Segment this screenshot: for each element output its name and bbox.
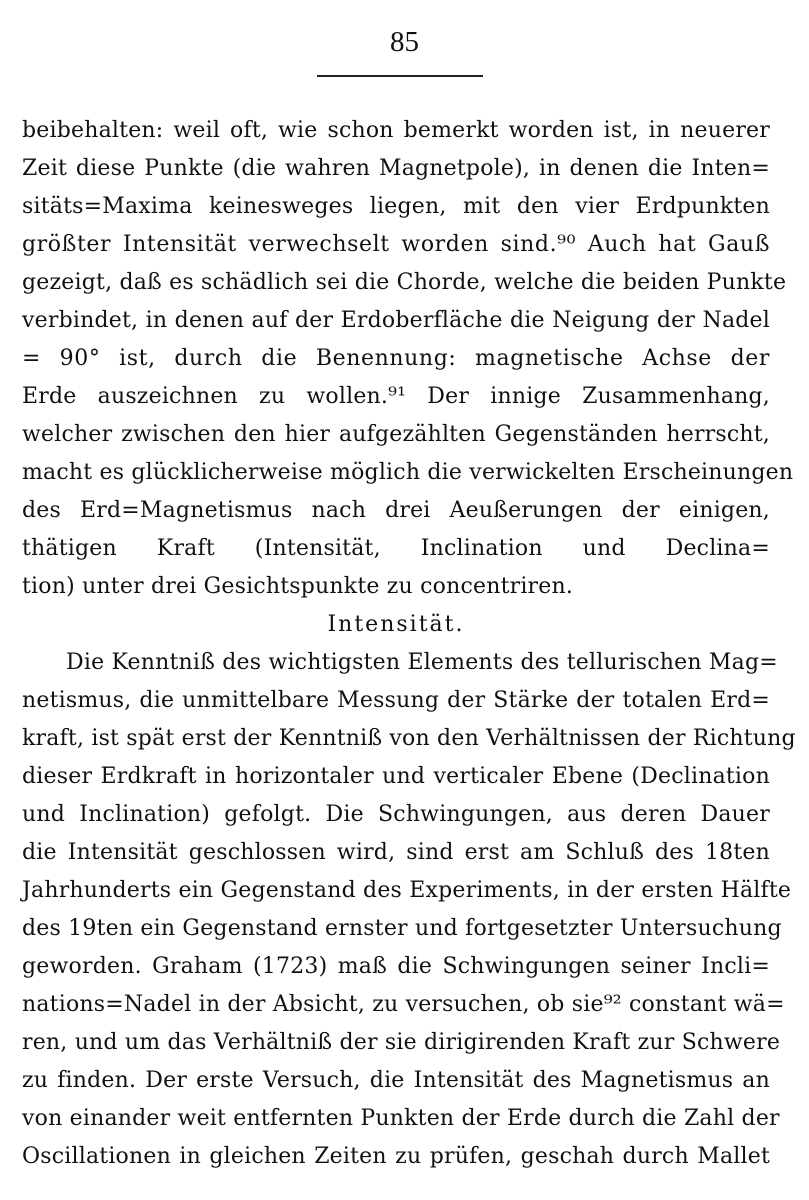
text-line: und Inclination) gefolgt. Die Schwingungen, aus deren Dauer xyxy=(22,802,770,827)
text-line: sitäts=Maxima keinesweges liegen, mit den vier Erdpunkten xyxy=(22,194,770,219)
text-line: beibehalten: weil oft, wie schon bemerkt worden ist, in neuerer xyxy=(22,118,770,143)
text-line: = 90° ist, durch die Benennung: magnetische Achse der xyxy=(22,346,770,371)
text-line: Erde auszeichnen zu wollen.⁹¹ Der innige Zusammenhang, xyxy=(22,384,770,409)
text-line: netismus, die unmittelbare Messung der Stärke der totalen Erd= xyxy=(22,688,770,713)
text-line: Zeit diese Punkte (die wahren Magnetpole), in denen die Inten= xyxy=(22,156,770,181)
text-line: verbindet, in denen auf der Erdoberfläche die Neigung der Nadel xyxy=(22,308,770,333)
text-line: Jahrhunderts ein Gegenstand des Experiments, in der ersten Hälfte xyxy=(22,878,792,903)
text-line: kraft, ist spät erst der Kenntniß von den Verhältnissen der Richtung xyxy=(22,726,796,751)
page-body xyxy=(22,112,796,1176)
text-line: macht es glücklicherweise möglich die verwickelten Erscheinungen xyxy=(22,460,794,485)
text-line: zu finden. Der erste Versuch, die Intensität des Magnetismus an xyxy=(22,1068,770,1093)
text-line: von einander weit entfernten Punkten der Erde durch die Zahl der xyxy=(22,1106,780,1131)
text-line: Die Kenntniß des wichtigsten Elements des tellurischen Mag= xyxy=(66,650,778,675)
text-line: tion) unter drei Gesichtspunkte zu concentriren. xyxy=(22,574,574,599)
text-line: welcher zwischen den hier aufgezählten Gegenständen herrscht, xyxy=(22,422,770,447)
text-line: nations=Nadel in der Absicht, zu versuchen, ob sie⁹² constant wä= xyxy=(22,992,785,1017)
header-rule xyxy=(317,75,483,77)
text-line: gezeigt, daß es schädlich sei die Chorde, welche die beiden Punkte xyxy=(22,270,787,295)
text-line: größter Intensität verwechselt worden sind.⁹⁰ Auch hat Gauß xyxy=(22,232,770,257)
text-line: thätigen Kraft (Intensität, Inclination und Declina= xyxy=(22,536,770,561)
page-number: 85 xyxy=(390,26,419,58)
text-line: des 19ten ein Gegenstand ernster und fortgesetzter Untersuchung xyxy=(22,916,782,941)
text-line: geworden. Graham (1723) maß die Schwingungen seiner Incli= xyxy=(22,954,770,979)
section-heading: Intensität. xyxy=(327,612,465,637)
text-line: Oscillationen in gleichen Zeiten zu prüfen, geschah durch Mallet xyxy=(22,1144,770,1169)
text-line: ren, und um das Verhältniß der sie dirigirenden Kraft zur Schwere xyxy=(22,1030,781,1055)
text-line: dieser Erdkraft in horizontaler und verticaler Ebene (Declination xyxy=(22,764,770,789)
text-line: die Intensität geschlossen wird, sind erst am Schluß des 18ten xyxy=(22,840,770,865)
text-line: des Erd=Magnetismus nach drei Aeußerungen der einigen, xyxy=(22,498,770,523)
